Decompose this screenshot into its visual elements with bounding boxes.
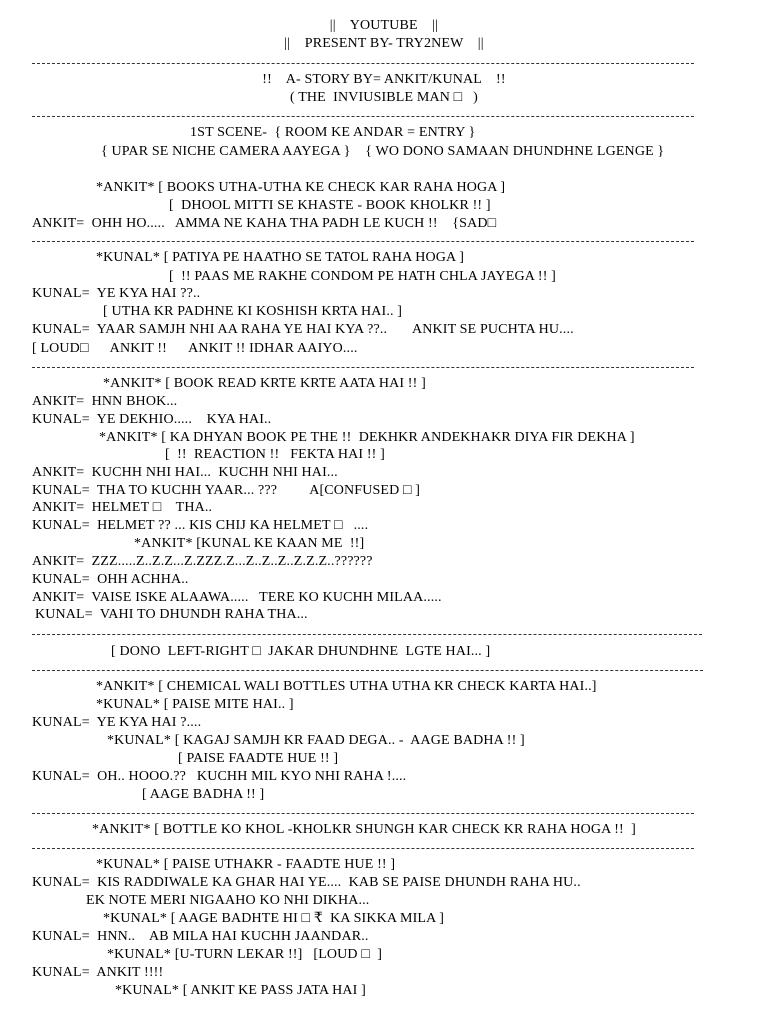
dialogue-line: KUNAL= VAHI TO DHUNDH RAHA THA... xyxy=(35,607,308,622)
dialogue-line: KUNAL= OHH ACHHA.. xyxy=(32,572,189,587)
stage-direction: [ AAGE BADHA !! ] xyxy=(142,787,265,802)
dialogue-line: ANKIT= HNN BHOK... xyxy=(32,394,178,409)
dialogue-line: ANKIT= ZZZ.....Z..Z.Z...Z.ZZZ.Z...Z..Z..Z..Z.Z.Z..?????? xyxy=(32,554,373,569)
stage-direction: *KUNAL* [ PAISE MITE HAI.. ] xyxy=(96,697,294,712)
stage-direction: *KUNAL* [ ANKIT KE PASS JATA HAI ] xyxy=(115,983,366,998)
stage-direction: [ !! PAAS ME RAKHE CONDOM PE HATH CHLA JAYEGA !! ] xyxy=(169,269,556,284)
dialogue-line: ANKIT= OHH HO..... AMMA NE KAHA THA PADH LE KUCH !! {SAD□ xyxy=(32,216,497,231)
stage-direction: *KUNAL* [U-TURN LEKAR !!] [LOUD □ ] xyxy=(107,947,383,962)
dialogue-line: EK NOTE MERI NIGAAHO KO NHI DIKHA... xyxy=(86,893,370,908)
stage-direction: *ANKIT* [ BOOK READ KRTE KRTE AATA HAI !! ] xyxy=(103,376,426,391)
stage-direction: [ PAISE FAADTE HUE !! ] xyxy=(178,751,339,766)
stage-direction: *ANKIT* [ KA DHYAN BOOK PE THE !! DEKHKR ANDEKHAKR DIYA FIR DEKHA ] xyxy=(99,430,635,445)
stage-direction: *ANKIT* [ CHEMICAL WALI BOTTLES UTHA UTHA KR CHECK KARTA HAI..] xyxy=(96,679,597,694)
divider xyxy=(32,367,694,368)
dialogue-line: ANKIT= VAISE ISKE ALAAWA..... TERE KO KUCHH MILAA..... xyxy=(32,590,442,605)
dialogue-line: KUNAL= HELMET ?? ... KIS CHIJ KA HELMET □ .... xyxy=(32,518,369,533)
scene-title: 1ST SCENE- { ROOM KE ANDAR = ENTRY } xyxy=(190,125,476,140)
stage-direction: [ DHOOL MITTI SE KHASTE - BOOK KHOLKR !! ] xyxy=(169,198,491,213)
header-title: || YOUTUBE || xyxy=(329,18,439,33)
dialogue-line: KUNAL= OH.. HOOO.?? KUCHH MIL KYO NHI RAHA !.... xyxy=(32,769,407,784)
divider xyxy=(32,634,702,635)
dialogue-line: KUNAL= YE KYA HAI ?.... xyxy=(32,715,202,730)
divider xyxy=(32,241,694,242)
dialogue-line: KUNAL= HNN.. AB MILA HAI KUCHH JAANDAR.. xyxy=(32,929,369,944)
divider xyxy=(32,848,694,849)
stage-direction: *KUNAL* [ KAGAJ SAMJH KR FAAD DEGA.. - AAGE BADHA !! ] xyxy=(107,733,525,748)
dialogue-line: [ LOUD□ ANKIT !! ANKIT !! IDHAR AAIYO.... xyxy=(32,341,358,356)
dialogue-line: ANKIT= HELMET □ THA.. xyxy=(32,500,213,515)
stage-direction: [ !! REACTION !! FEKTA HAI !! ] xyxy=(165,447,385,462)
stage-direction: *ANKIT* [ BOTTLE KO KHOL -KHOLKR SHUNGH KAR CHECK KR RAHA HOGA !! ] xyxy=(92,822,636,837)
stage-direction: [ UTHA KR PADHNE KI KOSHISH KRTA HAI.. ] xyxy=(103,304,403,319)
story-name: ( THE INVIUSIBLE MAN □ ) xyxy=(289,90,478,105)
divider xyxy=(32,813,694,814)
dialogue-line: KUNAL= YE KYA HAI ??.. xyxy=(32,286,201,301)
scene-camera-note: { UPAR SE NICHE CAMERA AAYEGA } { WO DONO SAMAAN DHUNDHNE LGENGE } xyxy=(101,144,665,159)
dialogue-line: KUNAL= YAAR SAMJH NHI AA RAHA YE HAI KYA ??.. ANKIT SE PUCHTA HU.... xyxy=(32,322,574,337)
dialogue-line: KUNAL= KIS RADDIWALE KA GHAR HAI YE.... KAB SE PAISE DHUNDH RAHA HU.. xyxy=(32,875,581,890)
divider xyxy=(32,670,703,671)
stage-direction: [ DONO LEFT-RIGHT □ JAKAR DHUNDHNE LGTE HAI... ] xyxy=(111,644,491,659)
stage-direction: *KUNAL* [ PAISE UTHAKR - FAADTE HUE !! ] xyxy=(96,857,396,872)
dialogue-line: KUNAL= THA TO KUCHH YAAR... ??? A[CONFUSED □ ] xyxy=(32,483,421,498)
stage-direction: *KUNAL* [ AAGE BADHTE HI □ ₹ KA SIKKA MILA ] xyxy=(103,911,445,926)
dialogue-line: ANKIT= KUCHH NHI HAI... KUCHH NHI HAI... xyxy=(32,465,338,480)
divider xyxy=(32,116,694,117)
dialogue-line: KUNAL= YE DEKHIO..... KYA HAI.. xyxy=(32,412,272,427)
divider xyxy=(32,63,694,64)
stage-direction: *ANKIT* [ BOOKS UTHA-UTHA KE CHECK KAR RAHA HOGA ] xyxy=(96,180,506,195)
story-credit: !! A- STORY BY= ANKIT/KUNAL !! xyxy=(262,72,506,87)
header-presenter: || PRESENT BY- TRY2NEW || xyxy=(284,36,484,51)
stage-direction: *ANKIT* [KUNAL KE KAAN ME !!] xyxy=(134,536,365,551)
stage-direction: *KUNAL* [ PATIYA PE HAATHO SE TATOL RAHA HOGA ] xyxy=(96,250,465,265)
dialogue-line: KUNAL= ANKIT !!!! xyxy=(32,965,164,980)
